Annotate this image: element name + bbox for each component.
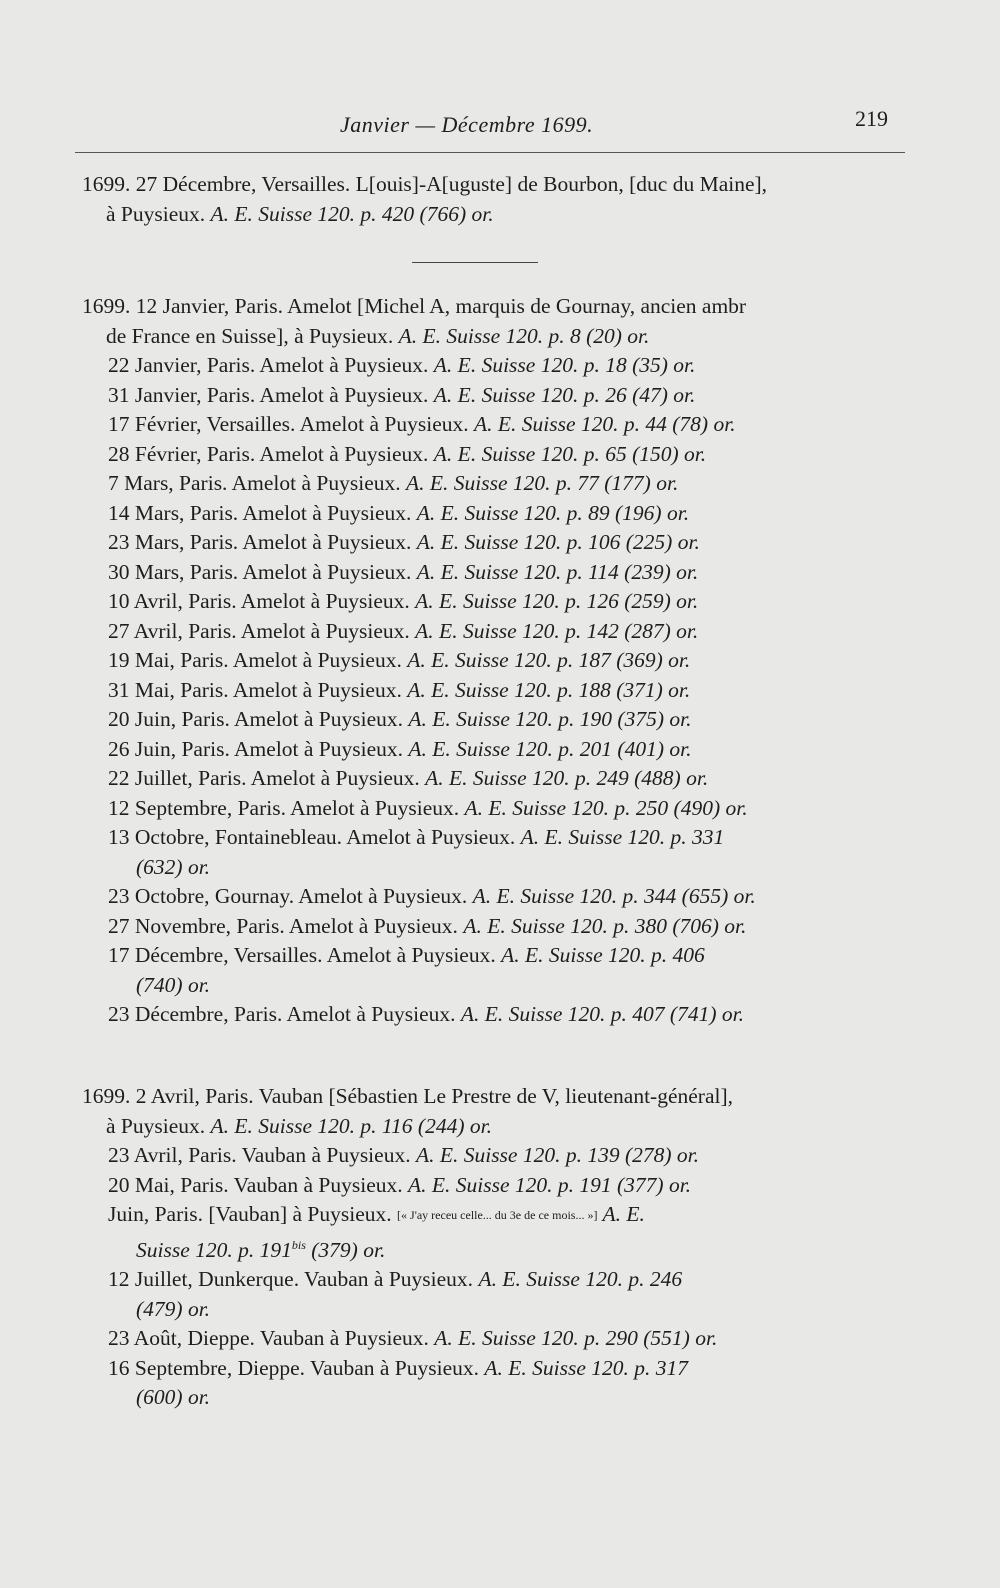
entry-text: 20 Juin, Paris. Amelot à Puysieux. (108, 707, 409, 731)
entry-reference: A. E. Suisse 120. p. 201 (401) or. (408, 736, 692, 761)
entry-reference: A. E. Suisse 120. p. 89 (196) or. (416, 500, 690, 525)
entry-text: 16 Septembre, Dieppe. Vauban à Puysieux. (108, 1355, 485, 1380)
entry-reference: A. E. Suisse 120. p. 380 (706) or. (463, 913, 747, 938)
entry-reference: A. E. Suisse 120. p. 317 (484, 1355, 689, 1380)
entry (0, 170, 1000, 229)
entry-text: 1699. 27 Décembre, Versailles. L[ouis]-A[uguste] de Bourbon, [duc du Maine], (82, 172, 768, 196)
entry-reference: A. E. Suisse 120. p. 190 (375) or. (408, 707, 692, 731)
entry (0, 1200, 1000, 1265)
entry-reference: A. E. Suisse 120. p. 114 (239) or. (416, 559, 699, 584)
entry-continuation (82, 200, 1000, 230)
entry-reference: (379) or. (305, 1237, 386, 1262)
entry-continuation: (600) or. (136, 1385, 211, 1409)
entry (0, 469, 1000, 499)
entry-text: 23 Octobre, Gournay. Amelot à Puysieux. (108, 884, 473, 908)
entry (0, 823, 1000, 882)
entry (0, 1000, 1000, 1030)
entry-text: 10 Avril, Paris. Amelot à Puysieux. (108, 589, 416, 613)
entry-reference: A. E. Suisse 120. p. 116 (244) or. (210, 1113, 492, 1138)
entry (0, 440, 1000, 470)
entry-text: 1699. 2 Avril, Paris. Vauban [Sébastien Le Prestre de V, lieutenant-général], (82, 1084, 734, 1108)
entry-text: 28 Février, Paris. Amelot à Puysieux. (108, 441, 434, 466)
entry (0, 882, 1000, 912)
entry-text: 31 Mai, Paris. Amelot à Puysieux. (108, 677, 408, 702)
entry-reference: A. E. Suisse 120. p. 77 (177) or. (406, 471, 679, 495)
section-vauban (0, 1082, 1000, 1413)
entry-text: 22 Janvier, Paris. Amelot à Puysieux. (108, 353, 434, 377)
section-maine (0, 170, 1000, 229)
entry-text: 17 Décembre, Versailles. Amelot à Puysieux. (108, 943, 502, 967)
entry-reference: Suisse 120. p. 191 (136, 1237, 292, 1262)
entry (0, 705, 1000, 735)
header-rule (75, 152, 905, 153)
entry (0, 1171, 1000, 1201)
entry (0, 1324, 1000, 1354)
entry-reference: A. E. Suisse 120. p. 246 (478, 1267, 683, 1291)
entry-text: 20 Mai, Paris. Vauban à Puysieux. (108, 1172, 408, 1197)
entry-reference: A. E. Suisse 120. p. 8 (20) or. (398, 323, 650, 348)
entry-reference: A. E. Suisse 120. p. 407 (741) or. (460, 1002, 744, 1026)
entry (0, 1141, 1000, 1171)
entry-continuation: (740) or. (136, 972, 211, 997)
entry-reference: A. E. Suisse 120. p. 188 (371) or. (407, 677, 691, 702)
entry (0, 292, 1000, 351)
entry-text: 26 Juin, Paris. Amelot à Puysieux. (108, 736, 409, 761)
entry-text: 17 Février, Versailles. Amelot à Puysieux. (108, 412, 474, 436)
section-amelot (0, 292, 1000, 1030)
entry (0, 558, 1000, 588)
entry-reference: A. E. Suisse 120. p. 106 (225) or. (416, 530, 700, 554)
entry (0, 528, 1000, 558)
entry-reference: A. E. Suisse 120. p. 126 (259) or. (415, 589, 699, 613)
entry-text: 1699. 12 Janvier, Paris. Amelot [Michel A, marquis de Gournay, ancien ambr (82, 294, 747, 318)
section-separator (412, 262, 538, 263)
entry (0, 646, 1000, 676)
entry-text: 27 Novembre, Paris. Amelot à Puysieux. (108, 913, 464, 938)
entry-text: 27 Avril, Paris. Amelot à Puysieux. (108, 618, 416, 643)
entry-text: 23 Décembre, Paris. Amelot à Puysieux. (108, 1002, 461, 1026)
entry (0, 499, 1000, 529)
entry (0, 676, 1000, 706)
running-header (0, 106, 1000, 146)
entry (0, 410, 1000, 440)
entry-text: 30 Mars, Paris. Amelot à Puysieux. (108, 559, 417, 584)
entry-reference: A. E. Suisse 120. p. 420 (766) or. (210, 201, 494, 226)
entry-text: 31 Janvier, Paris. Amelot à Puysieux. (108, 382, 434, 407)
entry-reference: A. E. Suisse 120. p. 249 (488) or. (425, 766, 709, 790)
entry-text: 23 Août, Dieppe. Vauban à Puysieux. (108, 1326, 435, 1350)
entry (0, 587, 1000, 617)
entry-reference: A. E. Suisse 120. p. 26 (47) or. (433, 382, 696, 407)
entry-reference: A. E. (597, 1202, 645, 1226)
bis-superscript: bis (291, 1237, 306, 1252)
entry-text: 14 Mars, Paris. Amelot à Puysieux. (108, 500, 417, 525)
entry-text: Juin, Paris. [Vauban] à Puysieux. (108, 1202, 398, 1226)
entry-text: 19 Mai, Paris. Amelot à Puysieux. (108, 648, 408, 672)
page-title: Janvier — Décembre 1699. (340, 112, 594, 137)
entry (0, 617, 1000, 647)
entry-reference: A. E. Suisse 120. p. 331 (520, 825, 725, 849)
entry-text: 7 Mars, Paris. Amelot à Puysieux. (108, 471, 406, 495)
page-number: 219 (855, 106, 888, 131)
entry-text: 12 Septembre, Paris. Amelot à Puysieux. (108, 795, 465, 820)
entry (0, 1082, 1000, 1141)
entry-continuation: (479) or. (136, 1296, 211, 1321)
entry-reference: A. E. Suisse 120. p. 44 (78) or. (473, 412, 736, 436)
entry-reference: A. E. Suisse 120. p. 142 (287) or. (415, 618, 699, 643)
entry-quote: [« J'ay receu celle... du 3e de ce mois... »] (397, 1208, 598, 1222)
entry-reference: A. E. Suisse 120. p. 250 (490) or. (464, 795, 748, 820)
entry (0, 764, 1000, 794)
entry-reference: A. E. Suisse 120. p. 18 (35) or. (433, 353, 696, 377)
entry-reference: A. E. Suisse 120. p. 406 (501, 943, 705, 967)
entry (0, 912, 1000, 942)
entry-continuation (82, 322, 1000, 352)
entry-reference: A. E. Suisse 120. p. 191 (377) or. (407, 1172, 692, 1197)
entry-continuation (108, 1231, 1000, 1266)
entry-text: 22 Juillet, Paris. Amelot à Puysieux. (108, 766, 426, 790)
entry (0, 351, 1000, 381)
entry-text: à Puysieux. (106, 201, 211, 226)
entry-continuation: (632) or. (136, 854, 211, 879)
entry (0, 735, 1000, 765)
entry-text: de France en Suisse], à Puysieux. (106, 323, 399, 348)
entry-reference: A. E. Suisse 120. p. 187 (369) or. (407, 648, 691, 672)
entry (0, 1265, 1000, 1324)
entry-reference: A. E. Suisse 120. p. 344 (655) or. (472, 884, 756, 908)
entry-text: 12 Juillet, Dunkerque. Vauban à Puysieux. (108, 1267, 479, 1291)
entry-reference: A. E. Suisse 120. p. 290 (551) or. (434, 1326, 718, 1350)
entry (0, 1354, 1000, 1413)
entry-text: à Puysieux. (106, 1113, 211, 1138)
entry (0, 794, 1000, 824)
entry-text: 23 Mars, Paris. Amelot à Puysieux. (108, 530, 417, 554)
entry-text: 23 Avril, Paris. Vauban à Puysieux. (108, 1143, 416, 1167)
entry-text: 13 Octobre, Fontainebleau. Amelot à Puysieux. (108, 825, 521, 849)
entry-reference: A. E. Suisse 120. p. 65 (150) or. (433, 441, 707, 466)
entry-continuation (82, 1112, 1000, 1142)
entry-reference: A. E. Suisse 120. p. 139 (278) or. (415, 1143, 700, 1167)
entry (0, 941, 1000, 1000)
entry (0, 381, 1000, 411)
